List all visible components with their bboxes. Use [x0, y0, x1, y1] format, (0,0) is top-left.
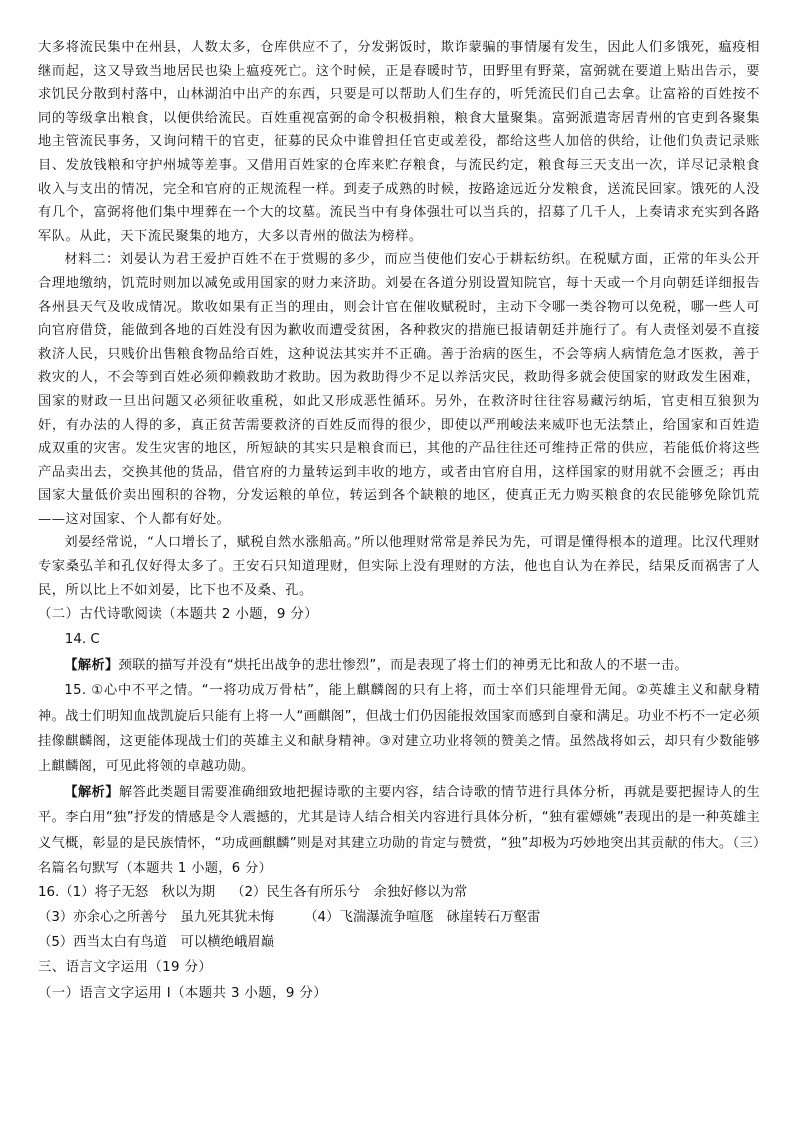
q14-analysis [38, 653, 760, 678]
analysis-tag: 【解析】 [64, 784, 119, 800]
q16-line-2 [38, 906, 760, 931]
recite-section-heading: （三）名篇名句默写（本题共 1 小题，6 分） [38, 835, 760, 876]
q14-analysis-text: 颈联的描写并没有“烘托出战争的悲壮惨烈”，而是表现了将士们的神勇无比和敌人的不堪一击。 [118, 657, 688, 673]
document-page [38, 36, 760, 1007]
q16-item-5: （5）西当太白有鸟道 可以横绝峨眉巅 [38, 934, 275, 950]
translation-paragraph-3: 刘晏经常说，“人口增长了，赋税自然水涨船高。”所以他理财常常是养民为先，可谓是懂得根本的道理。比汉代理财专家桑弘羊和孔仅好得太多了。王安石只知道理财，但实际上没有理财的方法，他也自认为在养民，结果反而祸害了人民，所以比上不如刘晏，比下也不及桑、孔。 [38, 535, 760, 598]
q15-analysis-text: 解答此类题目需要准确细致地把握诗歌的主要内容，结合诗歌的情节进行具体分析，再就是要把握诗人的生平。李白用“独”抒发的情感是令人震撼的，尤其是诗人结合相关内容进行具体分析，“独有霍嫖姚”表现出的是一种英雄主义气概，彰显的是民族情怀，“功成画麒麟”则是对其建立功勋的肯定与赞赏，“独”却极为巧妙地突出其贡献的伟大。 [38, 784, 760, 851]
q15-analysis [38, 780, 760, 882]
translation-paragraph-2: 材料二：刘晏认为君王爱护百姓不在于赏赐的多少，而应当使他们安心于耕耘纺织。在税赋方面，正常的年头公开合理地缴纳，饥荒时则加以减免或用国家的财力来济助。刘晏在各道分别设置知院官，每十天或一个月向朝廷详细报告各州县天气及收成情况。欺收如果有正当的理由，则会计官在催收赋税时，主动下令哪一类谷物可以免税，哪一些人可向官府借贷，能做到各地的百姓没有因为歉收而遭受贫困，各种救灾的措施已报请朝廷并施行了。有人责怪刘晏不直接救济人民，只贱价出售粮食物品给百姓，这种说法其实并不正确。善于治病的医生，不会等病人病情危急才医救，善于救灾的人，不会等到百姓必须仰赖救助才救助。因为救助得少不足以养活灾民，救助得多就会使国家的财政发生困难，国家的财政一旦出问题又必须征收重税，如此又形成恶性循环。另外，在救济时往往容易藏污纳垢，官吏相互狼狈为奸，有办法的人得的多，真正贫苦需要救济的百姓反而得的很少，即使以严刑峻法来威吓也无法禁止，给国家和百姓造成双重的灾害。发生灾害的地区，所短缺的其实只是粮食而已，其他的产品往往还可维持正常的供应，若能低价将这些产品卖出去，交换其他的货品，借官府的力量转运到丰收的地方，或者由官府自用，这样国家的财用就不会匮乏；再由国家大量低价卖出囤积的谷物，分发运粮的单位，转运到各个缺粮的地区，使真正无力购买粮食的农民能够免除饥荒——这对国家、个人都有好处。 [38, 252, 760, 527]
language-subsection-heading: （一）语言文字运用 I（本题共 3 小题，9 分） [38, 986, 328, 1002]
q16-line-1 [38, 881, 760, 906]
q16-item-4: （4）飞湍瀑流争喧豗 砯崖转石万壑雷 [304, 910, 541, 925]
translation-paragraph-1: 大多将流民集中在州县，人数太多，仓库供应不了，分发粥饭时，欺诈蒙骗的事情屡有发生，因此人们多饿死，瘟疫相继而起，这又导致当地居民也染上瘟疫死亡。这个时候，正是春暖时节，田野里有野菜，富弼就在要道上贴出告示，要求饥民分散到村落中，山林湖泊中出产的东西，只要是可以帮助人们生存的，听凭流民们自己去拿。让富裕的百姓按不同的等级拿出粮食，以便供给流民。百姓重视富弼的命令积极捐粮，粮食大量聚集。富弼派遣寄居青州的官吏到各聚集地主管流民事务，又询问精干的官吏，征募的民众中谁曾担任官吏或差役，都给这些人加倍的供给，让他们负责记录账目、发放钱粮和守护州城等差事。又借用百姓家的仓库来贮存粮食，与流民约定，粮食每三天支出一次，详尽记录粮食收入与支出的情况，完全和官府的正规流程一样。到麦子成熟的时候，按路途远近分发粮食，送流民回家。饿死的人没有几个，富弼将他们集中埋葬在一个大的坟墓。流民当中有身体强壮可以当兵的，招募了几千人，上奏请求充实到各路军队。从此，天下流民聚集的地方，大多以青州的做法为榜样。 [38, 40, 760, 244]
analysis-tag: 【解析】 [64, 657, 119, 673]
q14-answer: 14. C [64, 632, 100, 648]
q16-item-1: 16.（1）将子无怒 秋以为期 [38, 885, 216, 901]
q16-line-3 [38, 931, 760, 956]
language-section-heading: 三、语言文字运用（19 分） [38, 960, 213, 976]
poetry-section-heading: （二）古代诗歌阅读（本题共 2 小题，9 分） [38, 607, 319, 623]
q16-item-3: （3）亦余心之所善兮 虽九死其犹未悔 [38, 910, 275, 925]
q16-item-2: （2）民生各有所乐兮 余独好修以为常 [231, 885, 468, 901]
q15-answer: 15. ①心中不平之情。“一将功成万骨枯”，能上麒麟阁的只有上将，而士卒们只能埋骨无闻。②英雄主义和献身精神。战士们明知血战凯旋后只能有上将一人“画麒阁”，但战士们仍因能报效国家而感到自豪和满足。功业不朽不一定必须挂像麒麟阁，这更能体现战士们的英雄主义和献身精神。③对建立功业将领的赞美之情。虽然战将如云，却只有少数能够上麒麟阁，可见此将领的卓越功勋。 [38, 683, 760, 775]
